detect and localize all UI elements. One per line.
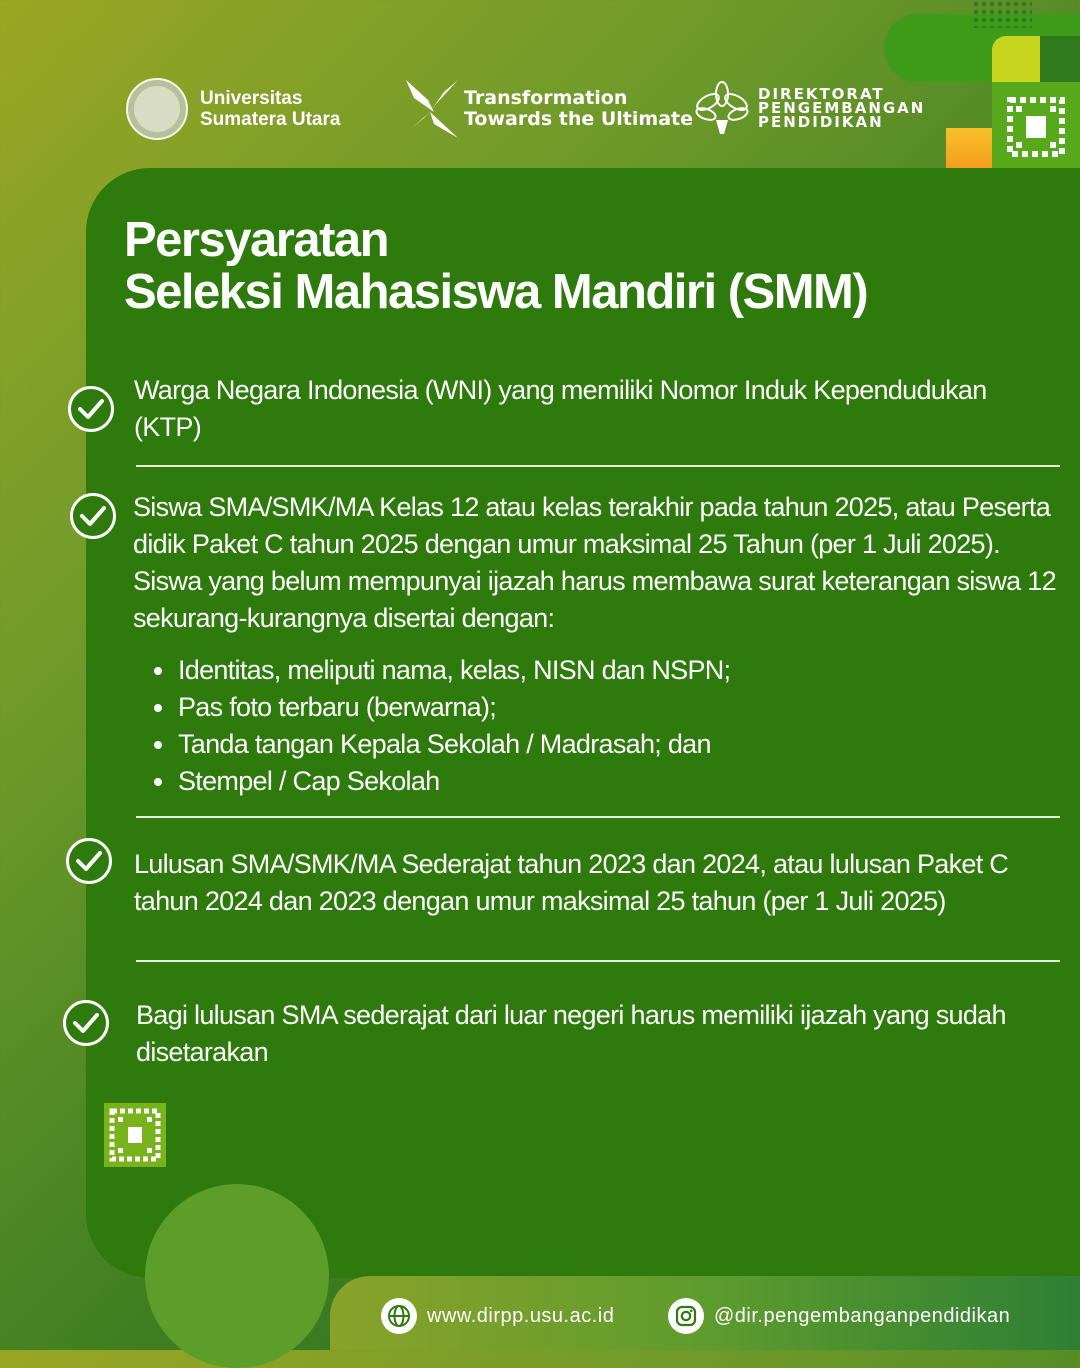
check-circle-icon: [70, 493, 116, 539]
flower-emblem-icon: [694, 80, 750, 136]
tagline-line1: Transformation: [464, 87, 628, 109]
tagline-line2: Towards the Ultimate: [464, 108, 693, 130]
website-text: www.dirpp.usu.ac.id: [427, 1304, 615, 1327]
list-item: Tanda tangan Kepala Sekolah / Madrasah; dan: [150, 726, 730, 763]
decor-circle: [145, 1184, 329, 1368]
website-link[interactable]: [381, 1298, 614, 1334]
requirement-item: Bagi lulusan SMA sederajat dari luar negeri harus memiliki ijazah yang sudah disetarakan: [136, 1000, 1006, 1067]
page-title: [124, 214, 867, 318]
instagram-icon: [668, 1298, 704, 1334]
check-circle-icon: [68, 386, 114, 432]
decor-dots: [972, 0, 1032, 28]
directorate-line3: PENDIDIKAN: [758, 113, 884, 131]
university-name-line2: Sumatera Utara: [200, 109, 341, 130]
decor-pattern-square: [992, 82, 1080, 172]
list-item: Identitas, meliputi nama, kelas, NISN dan NSPN;: [150, 652, 730, 689]
decor-dark-square: [1040, 36, 1080, 82]
decor-yellow-square: [992, 36, 1040, 82]
decor-small-pattern: [104, 1103, 166, 1167]
check-circle-icon: [63, 1000, 109, 1046]
divider: [136, 960, 1060, 962]
divider: [136, 465, 1060, 467]
directorate-logo: [694, 80, 925, 136]
requirement-item: Warga Negara Indonesia (WNI) yang memiliki Nomor Induk Kependudukan (KTP): [134, 375, 987, 442]
check-circle-icon: [66, 838, 112, 884]
list-item: Pas foto terbaru (berwarna);: [150, 689, 730, 726]
divider: [136, 816, 1060, 818]
globe-icon: [381, 1298, 417, 1334]
usu-logo: [126, 78, 340, 140]
header: [0, 70, 980, 150]
directorate-line1: DIREKTORAT: [758, 85, 885, 103]
transformation-mark-icon: [404, 78, 460, 140]
list-item: Stempel / Cap Sekolah: [150, 763, 730, 800]
directorate-line2: PENGEMBANGAN: [758, 99, 926, 117]
requirement-item: Lulusan SMA/SMK/MA Sederajat tahun 2023 dan 2024, atau lulusan Paket C tahun 2024 dan 2023 dengan umur maksimal 25 tahun (per 1 Juli 2025): [134, 849, 1009, 916]
sub-requirement-list: [150, 652, 730, 800]
transformation-logo: [404, 78, 693, 140]
requirement-item: Siswa SMA/SMK/MA Kelas 12 atau kelas terakhir pada tahun 2025, atau Peserta didik Paket C tahun 2025 dengan umur maksimal 25 Tahun (per 1 Juli 2025). Siswa yang belum mempunyai ijazah harus membawa surat keterangan siswa 12 sekurang-kurangnya disertai dengan:: [133, 492, 1056, 633]
usu-seal-icon: [126, 78, 188, 140]
title-line2: Seleksi Mahasiswa Mandiri (SMM): [124, 265, 868, 319]
instagram-text: @dir.pengembanganpendidikan: [714, 1304, 1011, 1327]
title-line1: Persyaratan: [124, 213, 389, 267]
instagram-link[interactable]: [668, 1298, 1010, 1334]
university-name-line1: Universitas: [200, 88, 303, 109]
